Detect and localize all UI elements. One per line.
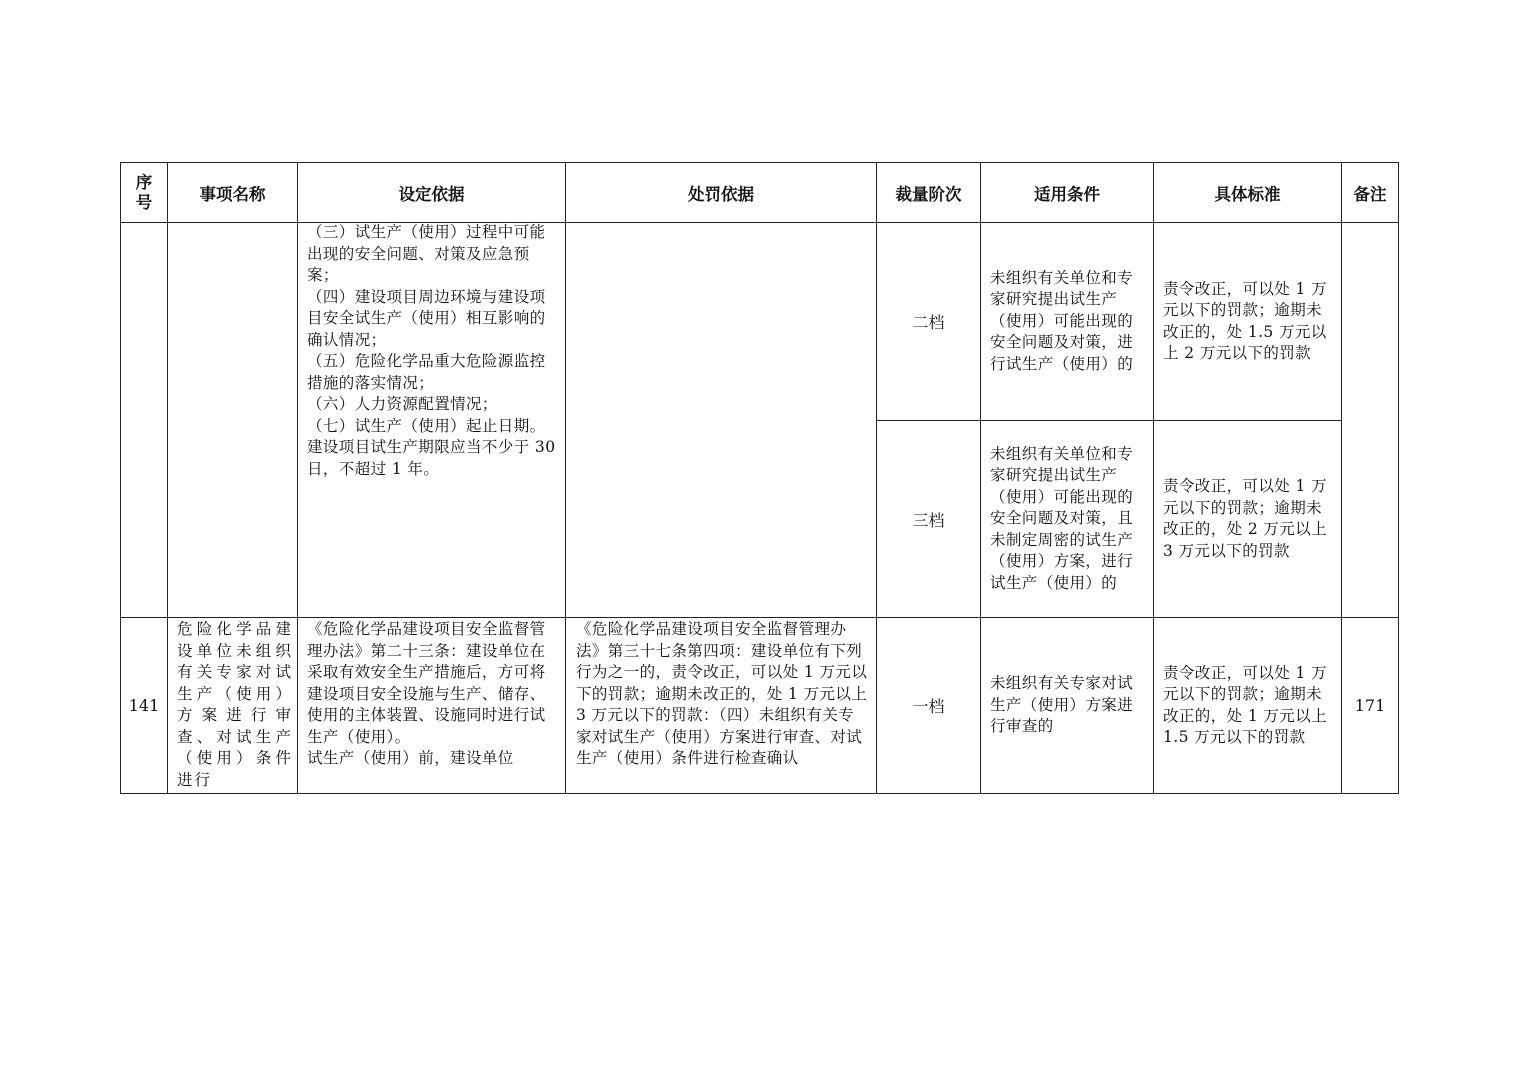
- level3-condition-text: 未组织有关单位和专家研究提出试生产（使用）可能出现的安全问题及对策，且未制定周密的试生产（使用）方案，进行试生产（使用）的: [990, 444, 1134, 592]
- cont-cell-remarks: [1341, 222, 1399, 618]
- level3-label: 三档: [912, 510, 945, 530]
- level2-condition-text: 未组织有关单位和专家研究提出试生产（使用）可能出现的安全问题及对策，进行试生产（使用）的: [990, 268, 1134, 373]
- level3-standard-text: 责令改正，可以处 1 万元以下的罚款；逾期未改正的，处 2 万元以上 3 万元以下的罚款: [1163, 477, 1328, 560]
- row141-remarks: 171: [1354, 696, 1386, 715]
- row141-setting-basis: 《危险化学品建设项目安全监督管理办法》第二十三条：建设单位在采取有效安全生产措施后，方可将建设项目安全设施与生产、储存、使用的主体装置、设施同时进行试生产（使用）。 试生产（使用）前，建设单位: [307, 620, 546, 767]
- row141-standard: [1163, 617, 1335, 794]
- header-seq: 序 号: [135, 172, 153, 212]
- level3-standard: [1163, 420, 1335, 618]
- row141-item-name: 危险化学品建设单位未组织有关专家对试生产（使用）方案进行审查、对试生产（使用）条件进行: [177, 620, 293, 789]
- header-setting-basis: 设定依据: [398, 184, 465, 204]
- header-remarks: 备注: [1353, 184, 1387, 204]
- row141-standard-text: 责令改正，可以处 1 万元以下的罚款；逾期未改正的，处 1 万元以上 1.5 万元以下的罚款: [1163, 663, 1328, 746]
- cont-cell-penalty-basis: [565, 222, 877, 618]
- cont-cell-item-name: [167, 222, 298, 618]
- row141-seq: 141: [128, 696, 160, 715]
- row141-condition: [990, 617, 1148, 794]
- level2-standard: [1163, 222, 1335, 421]
- header-standard: 具体标准: [1214, 184, 1281, 204]
- header-discretion-level: 裁量阶次: [895, 184, 962, 204]
- row141-penalty-basis: 《危险化学品建设项目安全监督管理办法》第三十七条第四项：建设单位有下列行为之一的，责令改正，可以处 1 万元以下的罚款；逾期未改正的，处 1 万元以上 3 万元以下的罚款：（四）未组织有关专家对试生产（使用）方案进行审查、对试生产（使用）条件进行检查确认: [576, 620, 868, 767]
- level2-standard-text: 责令改正，可以处 1 万元以下的罚款；逾期未改正的，处 1.5 万元以上 2 万元以下的罚款: [1163, 279, 1328, 362]
- cont-cell-seq: [120, 222, 168, 618]
- header-conditions: 适用条件: [1034, 184, 1100, 204]
- header-penalty-basis: 处罚依据: [688, 184, 754, 204]
- row141-level: 一档: [912, 697, 945, 716]
- header-item-name: 事项名称: [199, 184, 266, 204]
- cont-setting-basis-text: （三）试生产（使用）过程中可能出现的安全问题、对策及应急预案； （四）建设项目周边环境与建设项目安全试生产（使用）相互影响的确认情况； （五）危险化学品重大危险源监控措施的落实情况； （六）人力资源配置情况； （七）试生产（使用）起止日期。 建设项目试生产期限应当不少于 30 日，不超过 1 年。: [307, 223, 556, 478]
- level2-label: 二档: [912, 313, 945, 332]
- level3-condition: [990, 420, 1148, 618]
- row141-condition-text: 未组织有关专家对试生产（使用）方案进行审查的: [990, 674, 1134, 736]
- level2-condition: [990, 222, 1148, 421]
